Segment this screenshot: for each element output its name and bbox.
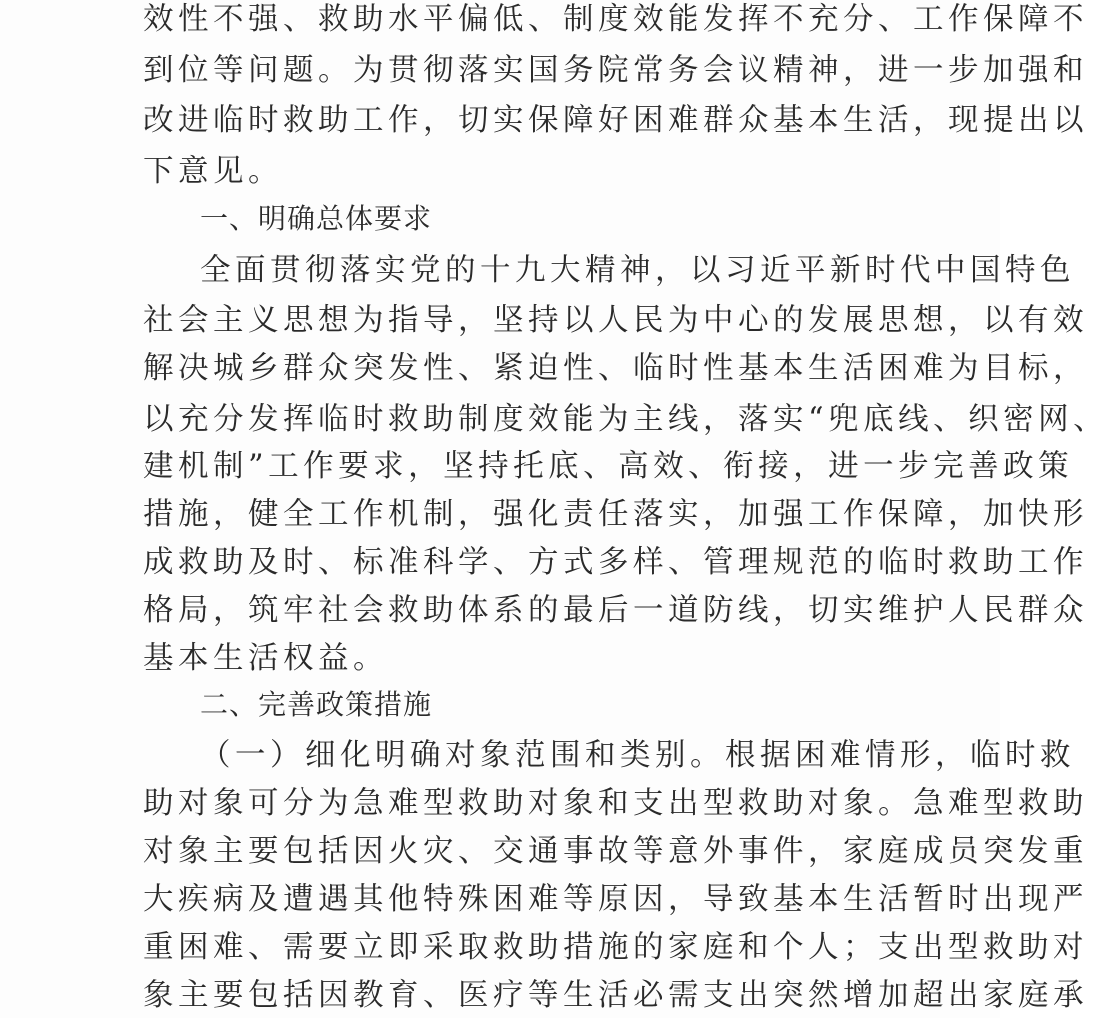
intro-line-2: 到位等问题。为贯彻落实国务院常务会议精神，进一步加强和 — [143, 53, 1088, 88]
section-1-line-8: 格局，筑牢社会救助体系的最后一道防线，切实维护人民群众 — [143, 593, 1088, 628]
intro-line-4: 下意见。 — [143, 154, 283, 189]
section-2-line-4: 大疾病及遭遇其他特殊困难等原因，导致基本生活暂时出现严 — [143, 882, 1088, 917]
section-1-line-2: 社会主义思想为指导，坚持以人民为中心的发展思想，以有效 — [143, 303, 1088, 338]
section-1-line-3: 解决城乡群众突发性、紧迫性、临时性基本生活困难为目标， — [143, 351, 1088, 386]
section-2-line-2: 助对象可分为急难型救助对象和支出型救助对象。急难型救助 — [143, 786, 1088, 821]
section-2-line-5: 重困难、需要立即采取救助措施的家庭和个人；支出型救助对 — [143, 930, 1088, 965]
section-1-line-4: 以充分发挥临时救助制度效能为主线，落实“兜底线、织密网、 — [143, 402, 1108, 437]
section-2-line-3: 对象主要包括因火灾、交通事故等意外事件，家庭成员突发重 — [143, 834, 1088, 869]
intro-line-1: 效性不强、救助水平偏低、制度效能发挥不充分、工作保障不 — [143, 2, 1088, 37]
section-1-line-6: 措施，健全工作机制，强化责任落实，加强工作保障，加快形 — [143, 497, 1088, 532]
section-1-line-1: 全面贯彻落实党的十九大精神，以习近平新时代中国特色 — [200, 253, 1075, 288]
section-2-heading: 二、完善政策措施 — [200, 688, 433, 721]
section-1-line-7: 成救助及时、标准科学、方式多样、管理规范的临时救助工作 — [143, 545, 1088, 580]
section-2-line-6: 象主要包括因教育、医疗等生活必需支出突然增加超出家庭承 — [143, 978, 1088, 1013]
section-1-line-5: 建机制”工作要求，坚持托底、高效、衔接，进一步完善政策 — [143, 449, 1074, 484]
section-1-heading: 一、明确总体要求 — [200, 202, 433, 235]
intro-line-3: 改进临时救助工作，切实保障好困难群众基本生活，现提出以 — [143, 103, 1088, 138]
section-2-line-1: （一）细化明确对象范围和类别。根据困难情形，临时救 — [200, 738, 1075, 773]
section-1-line-9: 基本生活权益。 — [143, 641, 388, 676]
